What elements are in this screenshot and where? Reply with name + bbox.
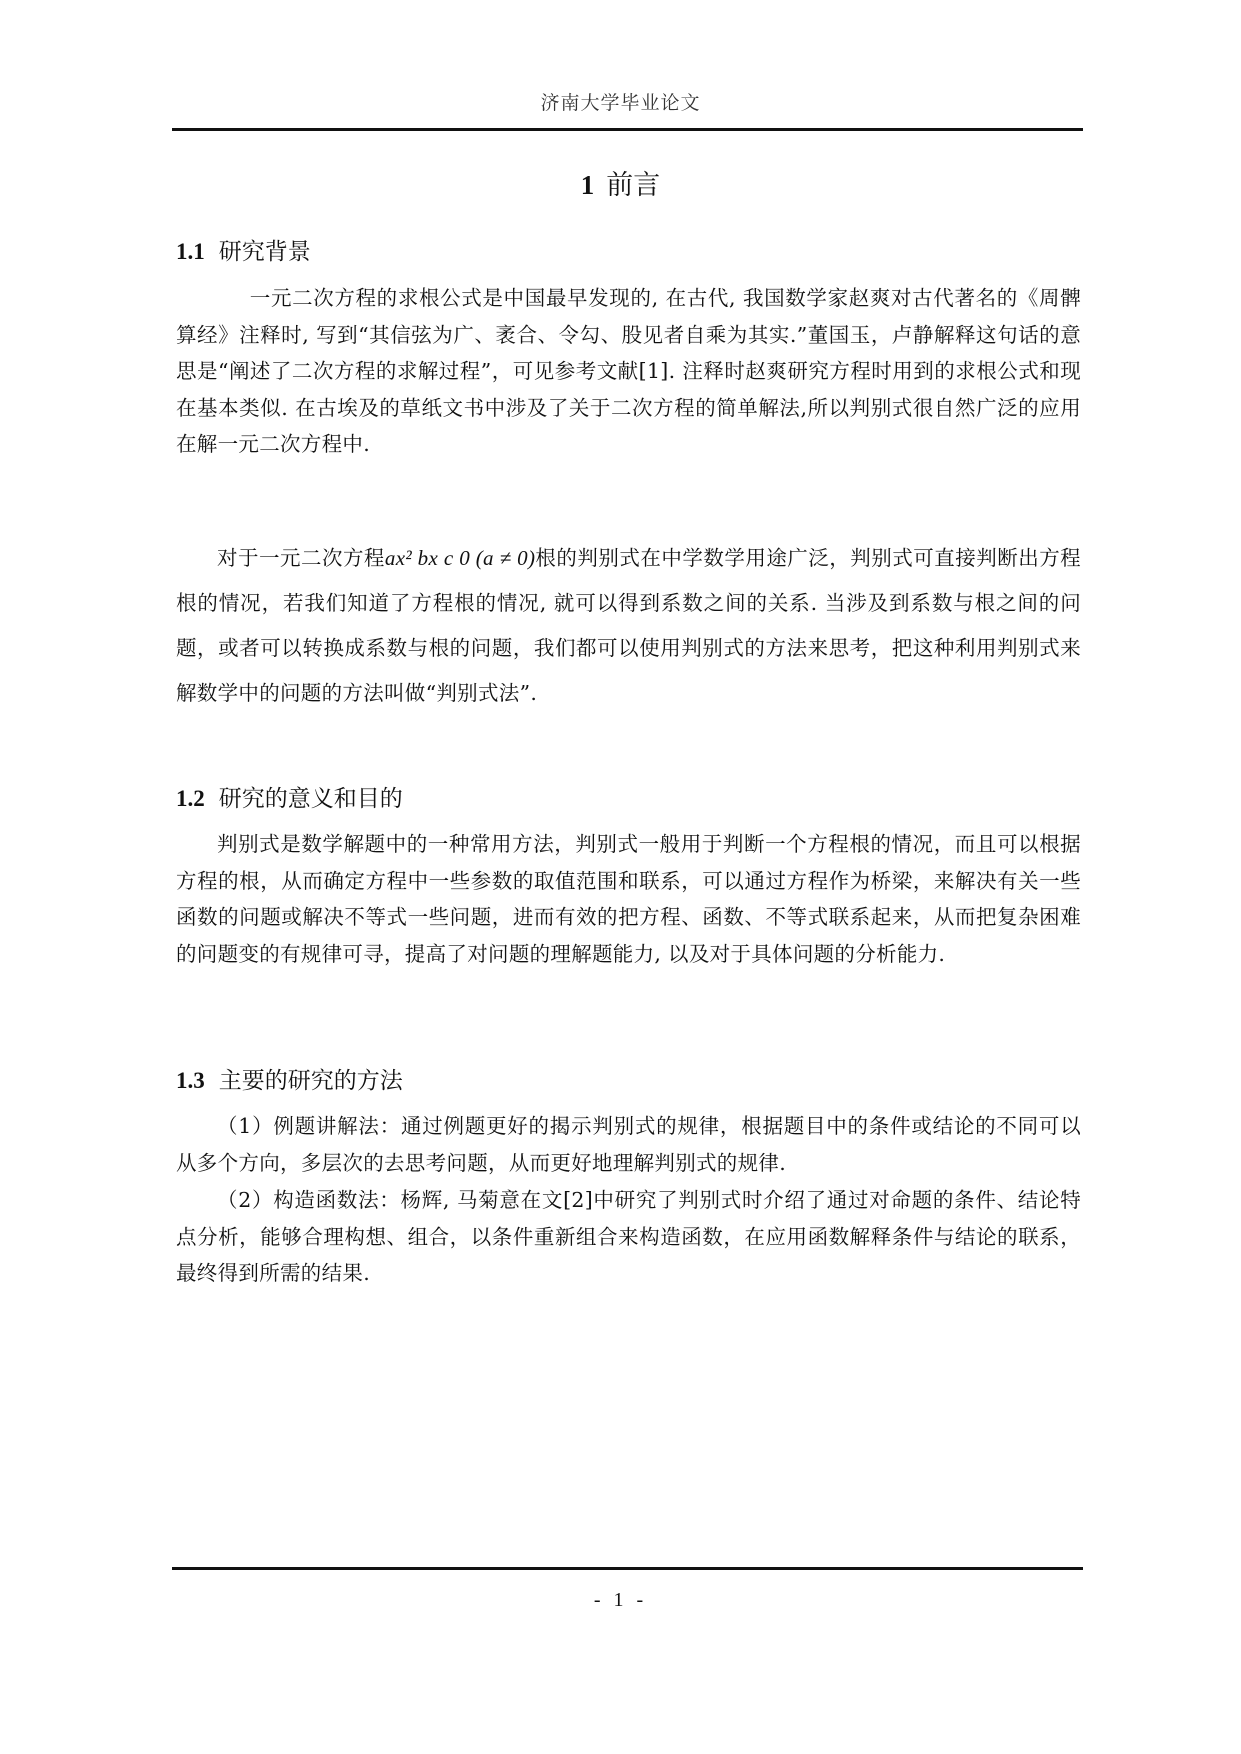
chapter-title-text: 前言 (606, 170, 661, 201)
section-heading-1-1 (176, 233, 311, 266)
section-number: 1.2 (176, 786, 205, 811)
paragraph-significance: 判别式是数学解题中的一种常用方法，判别式一般用于判断一个方程根的情况，而且可以根据方程的根，从而确定方程中一些参数的取值范围和联系，可以通过方程作为桥梁，来解决有关一些函数的问题或解决不等式一些问题，进而有效的把方程、函数、不等式联系起来，从而把复杂困难的问题变的有规律可寻，提高了对问题的理解题能力, 以及对于具体问题的分析能力. (176, 832, 1081, 966)
section-title: 主要的研究的方法 (218, 1068, 403, 1094)
chapter-title (0, 163, 1241, 202)
page-number: - 1 - (593, 1589, 648, 1611)
footer-rule (172, 1567, 1083, 1570)
chapter-number: 1 (580, 170, 595, 200)
paragraph-method-1: （1）例题讲解法：通过例题更好的揭示判别式的规律，根据题目中的条件或结论的不同可以从多个方向，多层次的去思考问题，从而更好地理解判别式的规律. (176, 1114, 1081, 1175)
section-number: 1.1 (176, 239, 205, 264)
paragraph-method-2: （2）构造函数法：杨辉, 马菊意在文[2]中研究了判别式时介绍了通过对命题的条件、结论特点分析，能够合理构想、组合，以条件重新组合来构造函数，在应用函数解释条件与结论的联系，最终得到所需的结果. (176, 1188, 1081, 1285)
paragraph-text-before-formula: 对于一元二次方程 (217, 546, 385, 570)
section-title: 研究的意义和目的 (218, 786, 403, 812)
section-heading-1-3 (176, 1062, 403, 1095)
running-header: 济南大学毕业论文 (540, 92, 701, 114)
quadratic-equation-formula: ax² bx c 0 (a ≠ 0) (384, 546, 536, 570)
section-heading-1-2 (176, 780, 403, 813)
header-rule (172, 128, 1083, 131)
paragraph-background-2 (176, 536, 1081, 716)
paragraph-text-after-formula: 根的判别式在中学数学用途广泛，判别式可直接判断出方程根的情况，若我们知道了方程根的情况, 就可以得到系数之间的关系. 当涉及到系数与根之间的问题，或者可以转换成系数与根的问题，我们都可以使用判别式的方法来思考，把这种利用判别式来解数学中的问题的方法叫做“判别式法”. (176, 546, 1081, 705)
paragraph-background-1: 一元二次方程的求根公式是中国最早发现的, 在古代, 我国数学家赵爽对古代著名的《周髀算经》注释时, 写到“其信弦为广、袤合、令勾、股见者自乘为其实.”董国玉，卢静解释这句话的意思是“阐述了二次方程的求解过程”，可见参考文献[1]. 注释时赵爽研究方程时用到的求根公式和现在基本类似. 在古埃及的草纸文书中涉及了关于二次方程的简单解法,所以判别式很自然广泛的应用在解一元二次方程中. (176, 286, 1081, 456)
section-number: 1.3 (176, 1068, 205, 1093)
section-title: 研究背景 (218, 239, 311, 265)
